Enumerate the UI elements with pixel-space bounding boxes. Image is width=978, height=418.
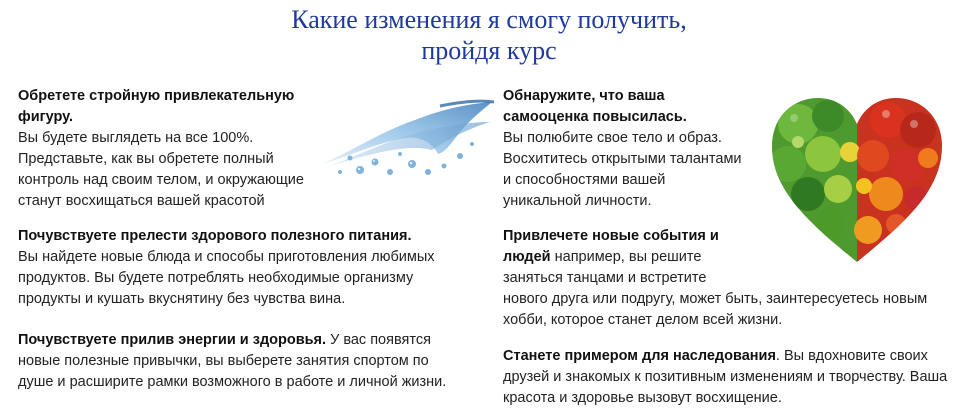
benefit-text: Представьте, как вы обретете полный bbox=[18, 151, 274, 167]
title-line-2: пройдя курс bbox=[421, 36, 557, 65]
benefit-text: заняться танцами и встретите bbox=[503, 270, 707, 286]
benefit-text: Вы будете выглядеть на все 100%. bbox=[18, 130, 254, 146]
benefit-heading: Привлечете новые события и bbox=[503, 228, 719, 244]
benefit-energy bbox=[18, 330, 446, 393]
benefit-text: продуктов. Вы будете потреблять необходимые организму bbox=[18, 270, 414, 286]
benefit-text: и способностями вашей bbox=[503, 172, 666, 188]
benefit-text: У вас появятся bbox=[326, 332, 431, 348]
benefit-heading: фигуру. bbox=[18, 109, 73, 125]
benefit-heading: людей bbox=[503, 249, 551, 265]
benefit-text: станут восхищаться вашей красотой bbox=[18, 193, 265, 209]
benefit-heading: Почувствуете прелести здорового полезного питания. bbox=[18, 228, 412, 244]
benefit-text: контроль над своим телом, и окружающие bbox=[18, 172, 304, 188]
benefit-text: например, вы решите bbox=[550, 249, 702, 265]
benefit-text: душе и расширите рамки возможного в работе и личной жизни. bbox=[18, 374, 447, 390]
benefit-text: красота и здоровье вызовут восхищение. bbox=[503, 390, 782, 406]
title-line-1: Какие изменения я смогу получить, bbox=[291, 5, 687, 34]
benefit-text: продукты и кушать вкуснятину без чувства вина. bbox=[18, 291, 346, 307]
benefit-text: нового друга или подругу, может быть, заинтересуетесь новым bbox=[503, 291, 928, 307]
benefit-text: уникальной личности. bbox=[503, 193, 652, 209]
water-splash-icon bbox=[320, 92, 498, 182]
benefit-heading: Обнаружите, что ваша bbox=[503, 88, 665, 104]
vegetable-heart-icon bbox=[768, 94, 946, 266]
benefit-healthy-food bbox=[18, 226, 435, 310]
page-title bbox=[0, 4, 978, 66]
benefit-slim-figure bbox=[18, 86, 304, 212]
benefit-text: . Вы вдохновите своих bbox=[775, 348, 928, 364]
benefit-text: новые полезные привычки, вы выберете занятия спортом по bbox=[18, 353, 429, 369]
benefit-role-model bbox=[503, 346, 947, 409]
benefit-text: Вы полюбите свое тело и образ. bbox=[503, 130, 722, 146]
benefit-heading: Почувствуете прилив энергии и здоровья. bbox=[18, 332, 327, 348]
benefit-heading: Обретете стройную привлекательную bbox=[18, 88, 295, 104]
benefit-text: друзей и знакомых к позитивным изменениям и творчеству. Ваша bbox=[503, 369, 948, 385]
benefit-heading: Станете примером для наследования bbox=[503, 348, 776, 364]
benefit-text: Вы найдете новые блюда и способы приготовления любимых bbox=[18, 249, 435, 265]
benefit-self-esteem bbox=[503, 86, 742, 212]
benefit-text: Восхититесь открытыми талантами bbox=[503, 151, 742, 167]
benefit-text: хобби, которое станет делом всей жизни. bbox=[503, 312, 783, 328]
benefit-heading: самооценка повысилась. bbox=[503, 109, 687, 125]
